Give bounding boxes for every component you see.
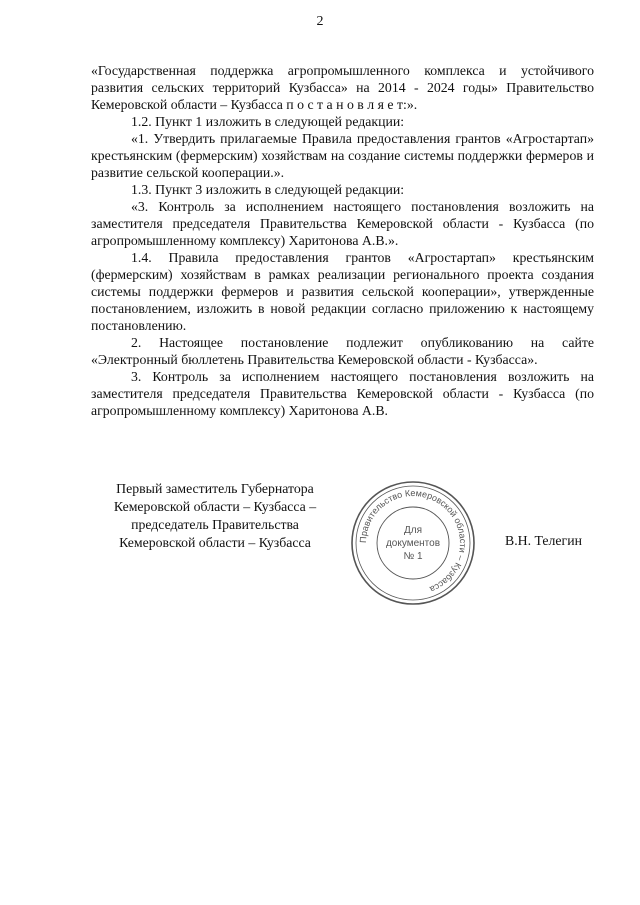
document-body — [91, 62, 594, 419]
signatory-position — [100, 480, 330, 552]
seal-ring-text: Правительство Кемеровской области – Кузбасса — [357, 487, 469, 595]
paragraph: «1. Утвердить прилагаемые Правила предоставления грантов «Агростартап» крестьянским (фермерским) хозяйствам на создание системы поддержки фермеров и развитие сельской кооперации.». — [91, 131, 594, 180]
signatory-position-line: председатель Правительства — [131, 517, 299, 532]
signatory-position-line: Кемеровской области – Кузбасса – — [113, 499, 317, 514]
signatory-position-line: Кемеровской области – Кузбасса — [119, 535, 311, 550]
seal-graphic — [348, 478, 478, 608]
official-seal — [348, 478, 478, 608]
signatory-name: В.Н. Телегин — [505, 533, 582, 548]
seal-center-line: Для — [403, 525, 423, 536]
paragraph: 2. Настоящее постановление подлежит опубликованию на сайте «Электронный бюллетень Правительства Кемеровской области - Кузбасса». — [91, 335, 594, 367]
paragraph: 3. Контроль за исполнением настоящего постановления возложить на заместителя председателя Правительства Кемеровской области - Кузбасса (по агропромышленному комплексу) Харитонова А.В. — [91, 369, 594, 418]
seal-center-line: № 1 — [403, 551, 423, 562]
seal-center-line: документов — [385, 538, 441, 549]
paragraph: 1.4. Правила предоставления грантов «Агростартап» крестьянским (фермерским) хозяйствам в рамках реализации регионального проекта создания системы поддержки фермеров и развития сельской кооперации», утвержденные постановлением, изложить в новой редакции согласно приложению к настоящему постановлению. — [91, 250, 594, 333]
page-number: 2 — [316, 14, 324, 29]
signatory-position-line: Первый заместитель Губернатора — [116, 481, 314, 496]
paragraph: 1.3. Пункт 3 изложить в следующей редакции: — [131, 182, 405, 197]
paragraph: «Государственная поддержка агропромышленного комплекса и устойчивого развития сельских территорий Кузбасса» на 2014 - 2024 годы» Правительство Кемеровской области – Кузбасса п о с т а н о в л я е т:». — [91, 63, 594, 112]
paragraph: 1.2. Пункт 1 изложить в следующей редакции: — [131, 114, 405, 129]
paragraph: «3. Контроль за исполнением настоящего постановления возложить на заместителя председателя Правительства Кемеровской области - Кузбасса (по агропромышленному комплексу) Харитонова А.В.». — [91, 199, 594, 248]
